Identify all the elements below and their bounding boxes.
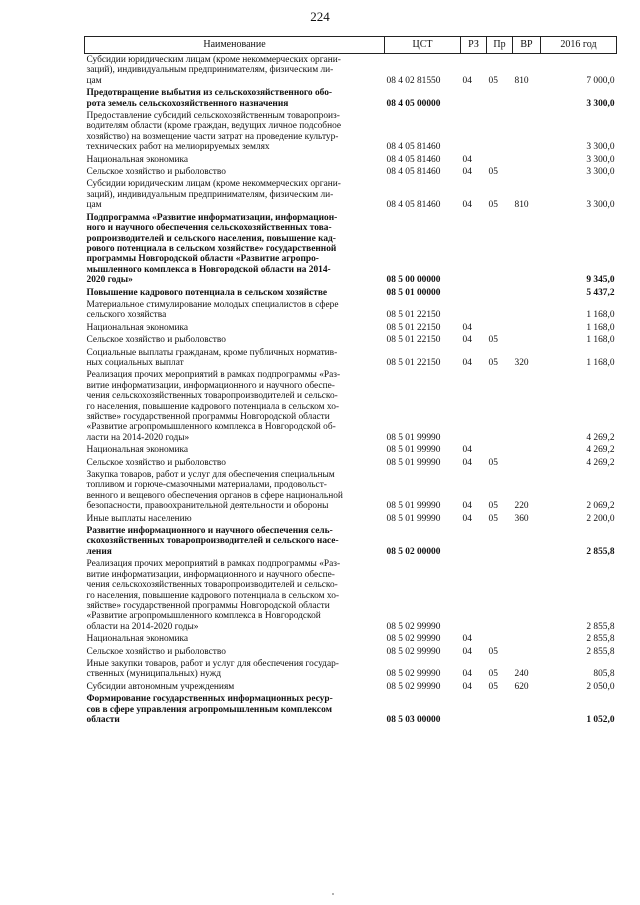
row-cst: 08 5 02 99990 <box>386 681 441 692</box>
row-name-line: чения сельскохозяйственных товаропроизводителей и сельско- <box>86 391 338 402</box>
row-value: 4 269,2 <box>586 457 615 468</box>
row-name <box>85 658 385 681</box>
row-pr <box>487 212 513 287</box>
row-name <box>85 457 385 469</box>
row-cst: 08 5 00 00000 <box>386 275 441 286</box>
row-name-line: водителям области (кроме граждан, ведущих личное подсобное <box>86 121 342 132</box>
table-row <box>85 681 617 693</box>
header-vr: ВР <box>513 37 541 54</box>
row-cst: 08 4 05 81460 <box>386 142 441 153</box>
row-name-line: Сельское хозяйство и рыболовство <box>86 335 226 346</box>
row-name-line: цам <box>86 200 102 211</box>
row-name-line: ственных (муниципальных) нужд <box>86 669 221 680</box>
row-value: 3 300,0 <box>586 200 615 211</box>
table-row <box>85 178 617 211</box>
row-name-line: Сельское хозяйство и рыболовство <box>86 167 226 178</box>
row-name-line: Иные закупки товаров, работ и услуг для обеспечения государ- <box>86 658 339 669</box>
row-name-line: ласти на 2014-2020 годы» <box>86 432 190 443</box>
row-rz: 04 <box>462 200 472 211</box>
table-row <box>85 658 617 681</box>
row-vr <box>513 457 541 469</box>
row-pr: 05 <box>488 501 498 512</box>
row-name-line: области <box>86 714 120 725</box>
row-name-line: ного и научного обеспечения сельскохозяйственных това- <box>86 223 332 234</box>
row-name-line: цам <box>86 75 102 86</box>
table-row-section <box>85 525 617 558</box>
row-rz <box>461 299 487 322</box>
row-value: 1 052,0 <box>586 714 615 725</box>
row-value: 3 300,0 <box>586 142 615 153</box>
row-name <box>85 334 385 346</box>
row-cst: 08 4 05 81460 <box>386 200 441 211</box>
row-rz: 04 <box>462 634 472 645</box>
row-name-line: сов в сфере управления агропромышленным комплексом <box>86 704 332 715</box>
row-pr <box>487 322 513 334</box>
row-rz: 04 <box>462 335 472 346</box>
row-pr: 05 <box>488 669 498 680</box>
row-value: 5 437,2 <box>586 287 615 298</box>
row-rz: 04 <box>462 445 472 456</box>
row-name-line: Подпрограмма «Развитие информатизации, информацион- <box>86 212 338 223</box>
row-pr <box>487 110 513 154</box>
table-row-section <box>85 87 617 110</box>
row-rz: 04 <box>462 501 472 512</box>
row-pr <box>487 558 513 633</box>
row-vr <box>513 322 541 334</box>
row-name-line: Закупка товаров, работ и услуг для обеспечения специальным <box>86 470 335 481</box>
table-row <box>85 54 617 88</box>
row-cst: 08 4 05 81460 <box>386 154 441 165</box>
row-vr <box>513 633 541 645</box>
header-rz: РЗ <box>461 37 487 54</box>
row-name <box>85 87 385 110</box>
row-vr: 620 <box>514 681 529 692</box>
row-value: 2 069,2 <box>586 501 615 512</box>
row-name-line: Субсидии юридическим лицам (кроме некоммерческих органи- <box>86 179 341 190</box>
row-name-line: Реализация прочих мероприятий в рамках подпрограммы «Раз- <box>86 559 341 570</box>
row-cst: 08 5 02 99990 <box>386 646 441 657</box>
row-pr <box>487 693 513 726</box>
row-pr: 05 <box>488 681 498 692</box>
row-vr <box>513 334 541 346</box>
row-rz: 04 <box>462 154 472 165</box>
row-cst: 08 5 02 00000 <box>386 546 441 557</box>
row-name <box>85 347 385 370</box>
row-name <box>85 369 385 444</box>
row-name-line: рота земель сельскохозяйственного назначения <box>86 98 289 109</box>
table-row <box>85 347 617 370</box>
row-pr <box>487 369 513 444</box>
row-name-line: Национальная экономика <box>86 154 189 165</box>
table-row <box>85 166 617 178</box>
row-name <box>85 178 385 211</box>
budget-table <box>84 36 617 726</box>
row-name <box>85 469 385 513</box>
header-cst: ЦСТ <box>385 37 461 54</box>
row-name-line: витие информатизации, информационного и научного обеспе- <box>86 569 335 580</box>
row-name-line: 2020 годы» <box>86 275 133 286</box>
row-rz: 04 <box>462 669 472 680</box>
row-name-line: области на 2014-2020 годы» <box>86 621 199 632</box>
row-cst: 08 5 02 99990 <box>386 634 441 645</box>
row-cst: 08 5 03 00000 <box>386 714 441 725</box>
row-name-line: Социальные выплаты гражданам, кроме публичных норматив- <box>86 347 338 358</box>
row-rz: 04 <box>462 357 472 368</box>
row-name <box>85 444 385 456</box>
row-name-line: зяйстве» государственной программы Новгородской области <box>86 412 330 422</box>
row-rz <box>461 369 487 444</box>
row-vr: 240 <box>514 669 529 680</box>
row-name-line: Национальная экономика <box>86 322 189 333</box>
row-name-line: Предотвращение выбытия из сельскохозяйственного обо- <box>86 88 333 99</box>
row-name-line: витие информатизации, информационного и научного обеспе- <box>86 380 335 391</box>
row-name-line: Национальная экономика <box>86 445 189 456</box>
table-row-section <box>85 693 617 726</box>
row-value: 2 050,0 <box>586 681 615 692</box>
row-vr <box>513 154 541 166</box>
row-cst: 08 4 05 81460 <box>386 167 441 178</box>
row-name <box>85 212 385 287</box>
row-pr: 05 <box>488 646 498 657</box>
row-pr: 05 <box>488 335 498 346</box>
row-pr <box>487 444 513 456</box>
row-name <box>85 693 385 726</box>
row-value: 3 300,0 <box>586 154 615 165</box>
row-name-line: венного и вещевого обеспечения органов в сфере национальной <box>86 490 343 501</box>
row-name-line: хозяйство) на возмещение части затрат на проведение культур- <box>86 131 339 142</box>
row-value: 2 855,8 <box>586 546 615 557</box>
table-header-row <box>85 37 617 54</box>
row-value: 805,8 <box>593 669 615 680</box>
row-name <box>85 525 385 558</box>
table-body <box>85 54 617 727</box>
row-name-line: заций), индивидуальным предпринимателям, физическим ли- <box>86 65 334 76</box>
row-name-line: Материальное стимулирование молодых специалистов в сфере <box>86 299 339 310</box>
row-name-line: рового потенциала в сельском хозяйстве» государственной <box>86 243 337 254</box>
table-row <box>85 633 617 645</box>
row-name <box>85 513 385 525</box>
row-rz: 04 <box>462 457 472 468</box>
row-name-line: Национальная экономика <box>86 634 189 645</box>
row-name-line: скохозяйственных товаропроизводителей и сельского насе- <box>86 536 339 547</box>
row-rz: 04 <box>462 646 472 657</box>
row-value: 1 168,0 <box>586 357 615 368</box>
row-vr <box>513 369 541 444</box>
row-value: 3 300,0 <box>586 98 615 109</box>
row-cst: 08 5 01 00000 <box>386 287 441 298</box>
row-name <box>85 54 385 88</box>
table-row <box>85 369 617 444</box>
row-vr <box>513 525 541 558</box>
row-vr <box>513 110 541 154</box>
row-name <box>85 633 385 645</box>
row-rz <box>461 558 487 633</box>
table-row <box>85 469 617 513</box>
row-rz: 04 <box>462 513 472 524</box>
row-pr <box>487 154 513 166</box>
table-row <box>85 444 617 456</box>
row-pr: 05 <box>488 200 498 211</box>
row-value: 4 269,2 <box>586 432 615 443</box>
row-vr: 810 <box>514 200 529 211</box>
row-pr <box>487 299 513 322</box>
row-vr <box>513 299 541 322</box>
row-cst: 08 5 01 99990 <box>386 501 441 512</box>
scan-artifact <box>332 893 334 895</box>
table-row <box>85 513 617 525</box>
row-name-line: программы Новгородской области «Развитие агропро- <box>86 254 319 265</box>
header-pr: Пр <box>487 37 513 54</box>
table-row <box>85 334 617 346</box>
row-name-line: заций), индивидуальным предпринимателям, физическим ли- <box>86 189 334 200</box>
row-name-line: Предоставление субсидий сельскохозяйственным товаропроиз- <box>86 111 340 122</box>
row-vr: 360 <box>514 513 529 524</box>
row-rz: 04 <box>462 681 472 692</box>
row-vr <box>513 287 541 299</box>
row-name-line: го населения, повышение кадрового потенциала в сельском хо- <box>86 401 340 412</box>
row-vr <box>513 693 541 726</box>
row-rz <box>461 287 487 299</box>
table-row-section <box>85 212 617 287</box>
row-name <box>85 166 385 178</box>
row-pr: 05 <box>488 457 498 468</box>
row-name-line: Субсидии юридическим лицам (кроме некоммерческих органи- <box>86 55 341 65</box>
row-value: 2 855,8 <box>586 634 615 645</box>
row-name <box>85 154 385 166</box>
row-cst: 08 5 01 22150 <box>386 322 441 333</box>
row-vr <box>513 87 541 110</box>
row-vr: 320 <box>514 357 529 368</box>
table-row <box>85 110 617 154</box>
row-cst: 08 5 01 22150 <box>386 335 441 346</box>
row-name-line: «Развитие агропромышленного комплекса в Новгородской <box>86 611 321 622</box>
header-name: Наименование <box>85 37 385 54</box>
row-value: 7 000,0 <box>586 75 615 86</box>
header-year: 2016 год <box>541 37 617 54</box>
row-name-line: Сельское хозяйство и рыболовство <box>86 646 226 657</box>
row-name-line: Субсидии автономным учреждениям <box>86 681 235 692</box>
row-cst: 08 5 01 99990 <box>386 457 441 468</box>
row-name-line: Развитие информационного и научного обеспечения сель- <box>86 526 333 537</box>
row-name <box>85 681 385 693</box>
row-vr <box>513 212 541 287</box>
table-row <box>85 322 617 334</box>
table-row <box>85 646 617 658</box>
row-vr <box>513 166 541 178</box>
row-vr <box>513 558 541 633</box>
row-name-line: Сельское хозяйство и рыболовство <box>86 457 226 468</box>
row-cst: 08 5 02 99990 <box>386 621 441 632</box>
row-vr: 220 <box>514 501 529 512</box>
row-name-line: Повышение кадрового потенциала в сельском хозяйстве <box>86 287 328 298</box>
row-pr <box>487 87 513 110</box>
table-row-section <box>85 287 617 299</box>
row-name <box>85 110 385 154</box>
row-rz: 04 <box>462 167 472 178</box>
row-name-line: ных социальных выплат <box>86 357 184 368</box>
row-name-line: ропроизводителей и сельского населения, повышение кад- <box>86 233 336 244</box>
row-pr <box>487 287 513 299</box>
table-row <box>85 457 617 469</box>
row-pr: 05 <box>488 75 498 86</box>
row-value: 3 300,0 <box>586 167 615 178</box>
row-rz <box>461 87 487 110</box>
row-rz <box>461 212 487 287</box>
row-name-line: топливом и горюче-смазочными материалами, продовольст- <box>86 480 327 491</box>
row-rz: 04 <box>462 75 472 86</box>
row-cst: 08 5 01 99990 <box>386 432 441 443</box>
row-cst: 08 4 02 81550 <box>386 75 441 86</box>
row-cst: 08 4 05 00000 <box>386 98 441 109</box>
row-pr <box>487 525 513 558</box>
row-name <box>85 558 385 633</box>
row-name-line: мышленного комплекса в Новгородской области на 2014- <box>86 264 331 275</box>
row-pr: 05 <box>488 167 498 178</box>
table-row <box>85 558 617 633</box>
table-row <box>85 299 617 322</box>
row-cst: 08 5 02 99990 <box>386 669 441 680</box>
row-name-line: сельского хозяйства <box>86 310 167 321</box>
row-rz <box>461 525 487 558</box>
row-name-line: чения сельскохозяйственных товаропроизводителей и сельско- <box>86 580 338 591</box>
row-name <box>85 646 385 658</box>
page-number: 224 <box>310 9 330 24</box>
row-vr <box>513 646 541 658</box>
row-rz <box>461 110 487 154</box>
row-pr: 05 <box>488 357 498 368</box>
row-name-line: безопасности, правоохранительной деятельности и обороны <box>86 501 329 512</box>
row-name-line: Реализация прочих мероприятий в рамках подпрограммы «Раз- <box>86 370 341 381</box>
row-value: 1 168,0 <box>586 322 615 333</box>
row-name-line: ления <box>86 546 112 557</box>
row-cst: 08 5 01 99990 <box>386 445 441 456</box>
row-cst: 08 5 01 22150 <box>386 357 441 368</box>
row-cst: 08 5 01 22150 <box>386 310 441 321</box>
row-name <box>85 287 385 299</box>
row-name-line: «Развитие агропромышленного комплекса в Новгородской об- <box>86 422 336 433</box>
row-value: 2 200,0 <box>586 513 615 524</box>
row-name-line: Формирование государственных информационных ресур- <box>86 694 333 705</box>
row-name-line: зяйстве» государственной программы Новгородской области <box>86 600 330 611</box>
row-value: 9 345,0 <box>586 275 615 286</box>
row-pr <box>487 633 513 645</box>
row-value: 1 168,0 <box>586 335 615 346</box>
row-value: 4 269,2 <box>586 445 615 456</box>
row-cst: 08 5 01 99990 <box>386 513 441 524</box>
row-name <box>85 322 385 334</box>
row-value: 1 168,0 <box>586 310 615 321</box>
row-rz <box>461 693 487 726</box>
row-rz: 04 <box>462 322 472 333</box>
row-value: 2 855,8 <box>586 621 615 632</box>
row-vr: 810 <box>514 75 529 86</box>
row-name-line: Иные выплаты населению <box>86 513 192 524</box>
row-value: 2 855,8 <box>586 646 615 657</box>
row-name-line: технических работ на мелиорируемых землях <box>86 142 270 153</box>
row-name-line: го населения, повышение кадрового потенциала в сельском хо- <box>86 590 340 601</box>
table-row <box>85 154 617 166</box>
row-pr: 05 <box>488 513 498 524</box>
row-vr <box>513 444 541 456</box>
row-name <box>85 299 385 322</box>
